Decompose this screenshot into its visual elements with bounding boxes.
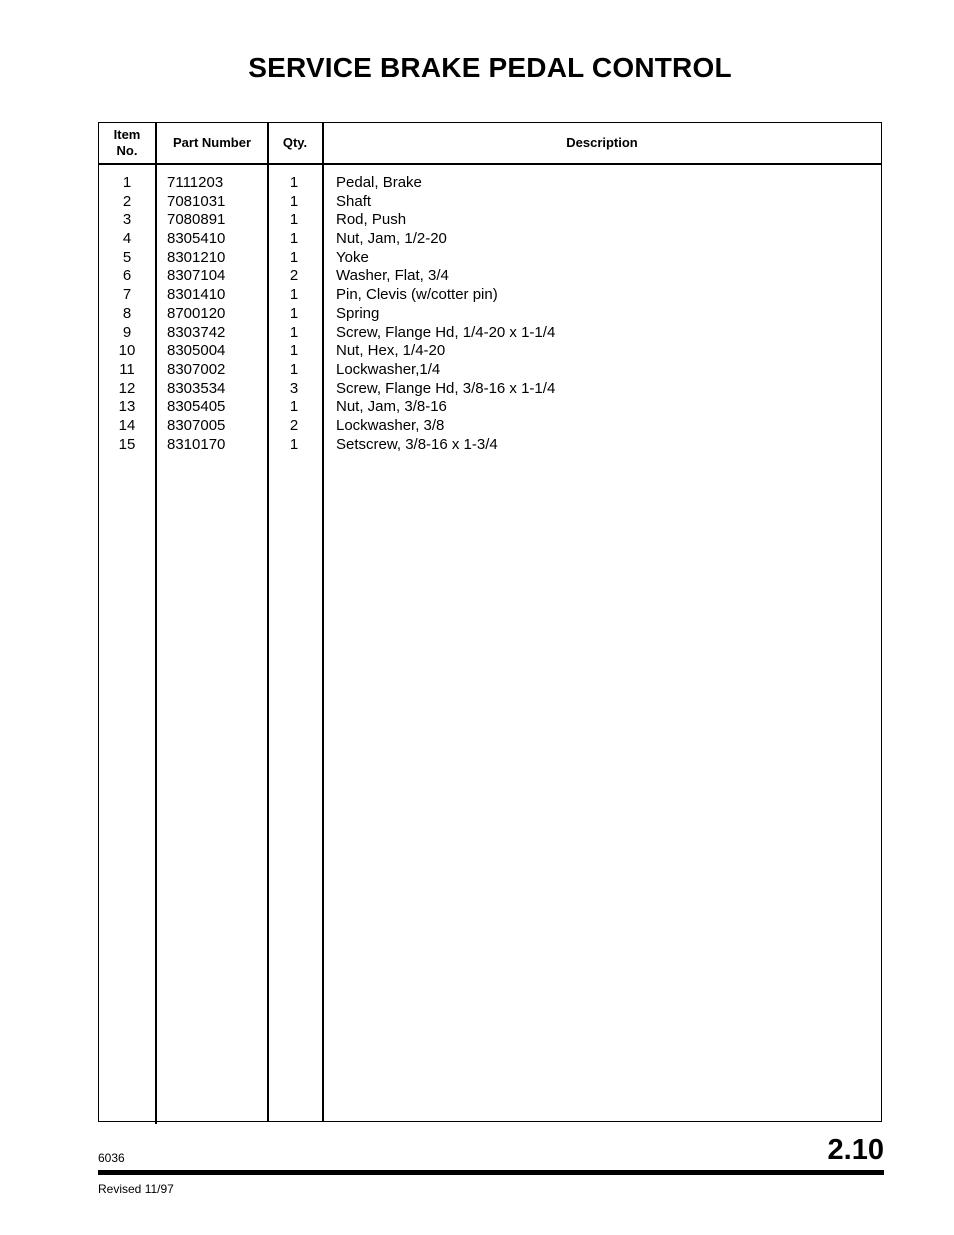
part-number-cell: 8307002	[167, 360, 226, 378]
description-cell: Spring	[336, 304, 380, 322]
qty-cell: 1	[289, 211, 299, 229]
description-cell: Nut, Jam, 3/8-16	[336, 398, 447, 416]
item-no-cell: 11	[119, 360, 135, 378]
parts-table	[98, 122, 882, 1122]
part-number-cell: 7081031	[167, 192, 226, 210]
qty-cell: 1	[289, 304, 299, 322]
item-no-cell: 13	[118, 398, 136, 416]
item-no-cell: 9	[122, 323, 132, 341]
page-number: 2.10	[827, 1134, 884, 1166]
page-title: SERVICE BRAKE PEDAL CONTROL	[248, 52, 732, 83]
header-divider	[99, 163, 881, 165]
description-cell: Setscrew, 3/8-16 x 1-3/4	[336, 435, 498, 453]
description-cell: Pedal, Brake	[336, 174, 422, 191]
qty-cell: 1	[289, 398, 299, 416]
qty-column	[269, 174, 319, 454]
qty-cell: 1	[289, 192, 299, 210]
part-number-cell: 8305405	[167, 398, 226, 416]
qty-cell: 1	[289, 360, 299, 378]
part-number-cell: 8307005	[167, 416, 226, 434]
document-code: 6036	[98, 1151, 125, 1165]
qty-cell: 1	[289, 286, 299, 304]
footer-rule	[98, 1170, 884, 1175]
qty-cell: 1	[289, 323, 299, 341]
item-no-cell: 5	[122, 248, 132, 266]
qty-cell: 2	[289, 416, 299, 434]
item-no-cell: 7	[122, 286, 132, 304]
part-number-cell: 8305004	[167, 342, 226, 360]
description-cell: Pin, Clevis (w/cotter pin)	[336, 286, 498, 304]
part-number-cell: 7080891	[167, 211, 226, 229]
item-no-cell: 6	[122, 267, 132, 285]
header-item-line2: No.	[116, 143, 138, 158]
part-number-cell: 8700120	[167, 304, 226, 322]
header-item-line1: Item	[113, 127, 141, 142]
header-part-number: Part Number	[172, 135, 252, 150]
part-number-cell: 8303534	[167, 379, 226, 397]
qty-cell: 1	[289, 342, 299, 360]
description-column	[336, 174, 876, 454]
qty-cell: 1	[289, 248, 299, 266]
description-cell: Lockwasher,1/4	[336, 360, 441, 378]
header-item-no	[99, 123, 155, 163]
part-number-cell: 8301410	[167, 286, 226, 304]
description-cell: Nut, Jam, 1/2-20	[336, 230, 447, 248]
item-no-cell: 8	[122, 304, 132, 322]
part-number-cell: 8301210	[167, 248, 226, 266]
part-number-cell: 8303742	[167, 323, 226, 341]
description-cell: Yoke	[336, 248, 369, 266]
header-description: Description	[566, 135, 638, 150]
part-number-column	[167, 174, 267, 454]
part-number-cell: 7111203	[167, 174, 224, 191]
item-no-cell: 15	[118, 435, 136, 453]
header-qty: Qty.	[282, 135, 308, 150]
qty-cell: 3	[289, 379, 299, 397]
column-divider	[322, 122, 324, 1122]
description-cell: Lockwasher, 3/8	[336, 416, 445, 434]
item-no-cell: 1	[122, 174, 132, 191]
item-no-cell: 4	[122, 230, 132, 248]
column-divider	[155, 122, 157, 1124]
qty-cell: 2	[289, 267, 299, 285]
part-number-cell: 8310170	[167, 435, 226, 453]
qty-cell: 1	[289, 174, 299, 191]
description-cell: Nut, Hex, 1/4-20	[336, 342, 446, 360]
description-cell: Screw, Flange Hd, 1/4-20 x 1-1/4	[336, 323, 556, 341]
part-number-cell: 8307104	[167, 267, 226, 285]
item-no-cell: 10	[118, 342, 136, 360]
description-cell: Shaft	[336, 192, 372, 210]
qty-cell: 1	[289, 230, 299, 248]
description-cell: Rod, Push	[336, 211, 407, 229]
item-no-cell: 2	[122, 192, 132, 210]
part-number-cell: 8305410	[167, 230, 226, 248]
item-no-cell: 14	[118, 416, 136, 434]
qty-cell: 1	[289, 435, 299, 453]
item-no-cell: 12	[118, 379, 136, 397]
revision-date: Revised 11/97	[98, 1182, 174, 1196]
description-cell: Screw, Flange Hd, 3/8-16 x 1-1/4	[336, 379, 556, 397]
item-no-column	[99, 174, 155, 454]
item-no-cell: 3	[122, 211, 132, 229]
description-cell: Washer, Flat, 3/4	[336, 267, 449, 285]
